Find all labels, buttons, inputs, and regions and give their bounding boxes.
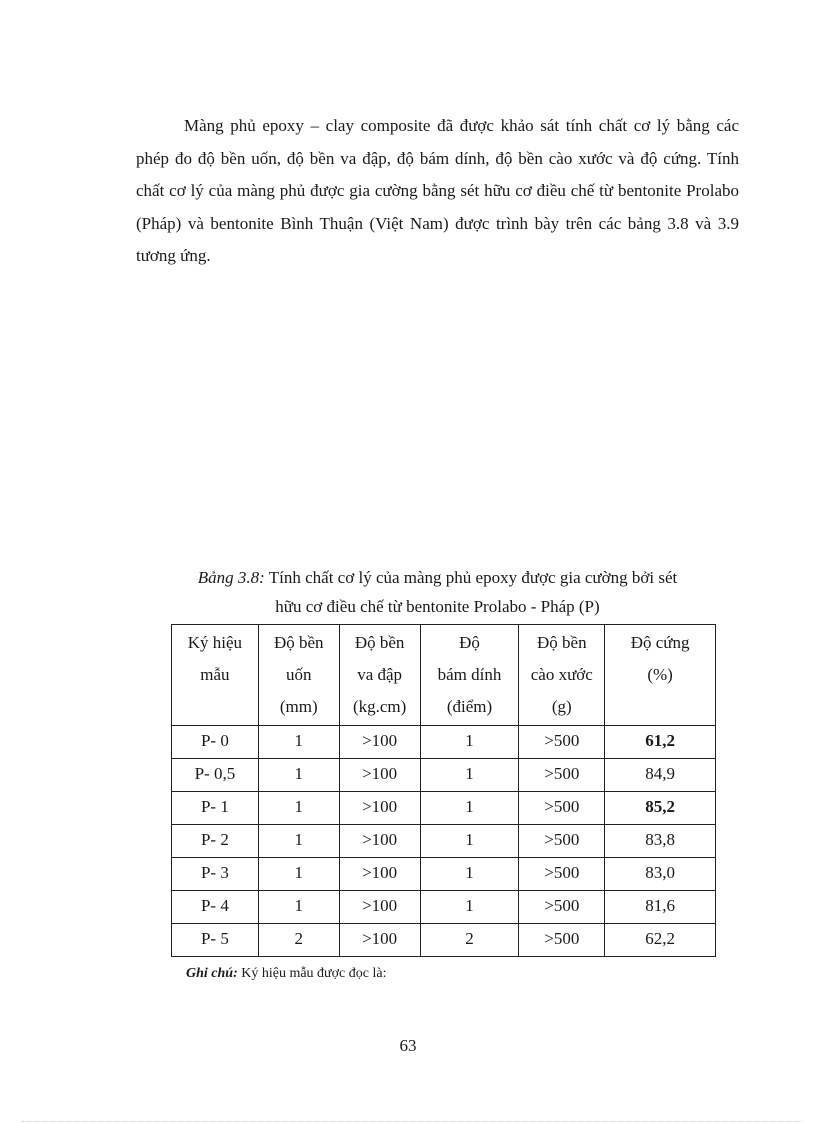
cell-scratch: >500 (519, 792, 605, 825)
cell-adhesion: 1 (420, 726, 519, 759)
cell-hardness: 81,6 (605, 891, 716, 924)
cell-sample-id: P- 1 (172, 792, 259, 825)
cell-scratch: >500 (519, 858, 605, 891)
cell-impact: >100 (339, 891, 420, 924)
cell-sample-id: P- 4 (172, 891, 259, 924)
header-bending-strength: Độ bền uốn (mm) (258, 625, 339, 726)
cell-hardness: 84,9 (605, 759, 716, 792)
bottom-dotted-rule (22, 1121, 802, 1122)
table-caption (136, 563, 739, 621)
cell-bending: 1 (258, 858, 339, 891)
table-row (172, 726, 716, 759)
cell-impact: >100 (339, 825, 420, 858)
cell-hardness: 62,2 (605, 924, 716, 957)
cell-impact: >100 (339, 726, 420, 759)
cell-hardness: 85,2 (605, 792, 716, 825)
cell-impact: >100 (339, 858, 420, 891)
cell-impact: >100 (339, 924, 420, 957)
cell-scratch: >500 (519, 726, 605, 759)
page-number: 63 (399, 1036, 417, 1055)
table-row (172, 759, 716, 792)
header-scratch-resistance: Độ bền cào xước (g) (519, 625, 605, 726)
cell-hardness: 83,8 (605, 825, 716, 858)
caption-label: Bảng 3.8: (197, 568, 265, 587)
cell-sample-id: P- 0,5 (172, 759, 259, 792)
caption-title-1: Tính chất cơ lý của màng phủ epoxy được gia cường bởi sét (268, 568, 678, 587)
cell-bending: 1 (258, 726, 339, 759)
cell-bending: 1 (258, 792, 339, 825)
cell-bending: 1 (258, 759, 339, 792)
cell-sample-id: P- 5 (172, 924, 259, 957)
header-impact-strength: Độ bền va đập (kg.cm) (339, 625, 420, 726)
cell-adhesion: 1 (420, 891, 519, 924)
table-row (172, 858, 716, 891)
cell-bending: 1 (258, 825, 339, 858)
paragraph-text: Màng phủ epoxy – clay composite đã được khảo sát tính chất cơ lý bằng các phép đo độ bền uốn, độ bền va đập, độ bám dính, độ bền cào xước và độ cứng. Tính chất cơ lý của màng phủ được gia cường bằng sét hữu cơ điều chế từ bentonite Prolabo (Pháp) và bentonite Bình Thuận (Việt Nam) được trình bày trên các bảng 3.8 và 3.9 tương ứng. (136, 116, 739, 265)
cell-hardness: 61,2 (605, 726, 716, 759)
table-row (172, 891, 716, 924)
cell-bending: 1 (258, 891, 339, 924)
body-paragraph (136, 110, 739, 273)
cell-impact: >100 (339, 759, 420, 792)
table-row (172, 924, 716, 957)
cell-scratch: >500 (519, 759, 605, 792)
caption-line-2: hữu cơ điều chế từ bentonite Prolabo - Pháp (P) (275, 597, 600, 616)
caption-line-1 (136, 563, 739, 592)
table-header-row (172, 625, 716, 726)
cell-adhesion: 2 (420, 924, 519, 957)
table-row (172, 825, 716, 858)
properties-table (171, 624, 716, 957)
cell-adhesion: 1 (420, 858, 519, 891)
header-adhesion: Độ bám dính (điểm) (420, 625, 519, 726)
cell-bending: 2 (258, 924, 339, 957)
cell-impact: >100 (339, 792, 420, 825)
cell-scratch: >500 (519, 924, 605, 957)
cell-adhesion: 1 (420, 759, 519, 792)
cell-adhesion: 1 (420, 792, 519, 825)
cell-adhesion: 1 (420, 825, 519, 858)
table-row (172, 792, 716, 825)
cell-scratch: >500 (519, 825, 605, 858)
header-sample-id: Ký hiệu mẫu (172, 625, 259, 726)
note-label: Ghi chú: (186, 966, 238, 981)
cell-sample-id: P- 3 (172, 858, 259, 891)
note-text: Ký hiệu mẫu được đọc là: (241, 966, 387, 981)
cell-scratch: >500 (519, 891, 605, 924)
cell-sample-id: P- 2 (172, 825, 259, 858)
cell-hardness: 83,0 (605, 858, 716, 891)
cell-sample-id: P- 0 (172, 726, 259, 759)
table-note (186, 964, 386, 984)
header-hardness: Độ cứng (%) (605, 625, 716, 726)
